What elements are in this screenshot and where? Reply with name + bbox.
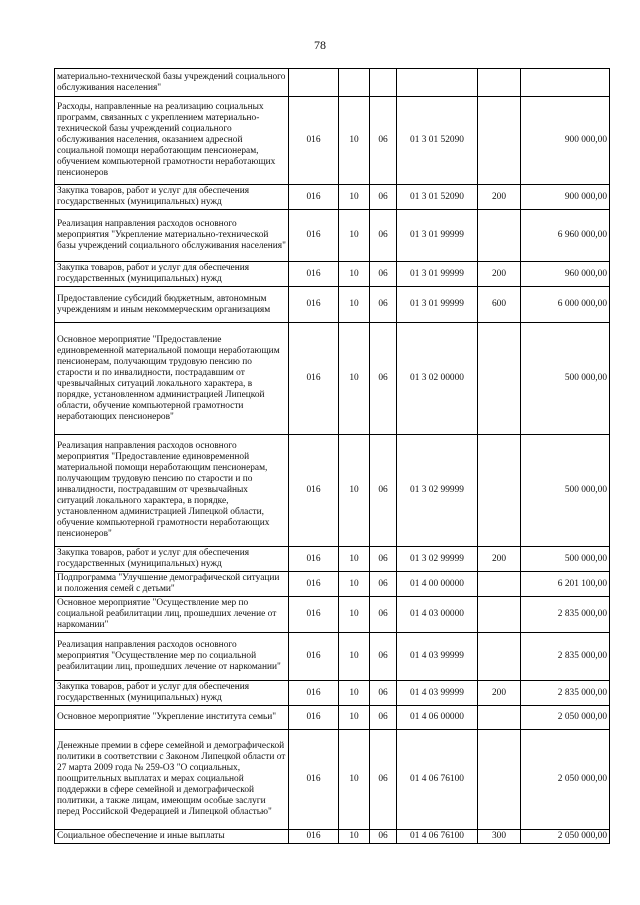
row-subsection-cell: 06 (370, 185, 397, 210)
table-row (55, 572, 610, 597)
table-row (55, 547, 610, 572)
table-row (55, 435, 610, 547)
row-expense-type-cell (478, 435, 521, 547)
row-grbs-cell: 016 (289, 597, 339, 633)
row-amount-cell: 2 050 000,00 (521, 706, 610, 730)
row-grbs-cell: 016 (289, 830, 339, 844)
table-row (55, 681, 610, 706)
row-amount-cell: 6 960 000,00 (521, 210, 610, 262)
row-target-article-cell: 01 4 03 99999 (397, 681, 478, 706)
row-target-article-cell: 01 3 01 99999 (397, 287, 478, 323)
row-expense-type-cell (478, 210, 521, 262)
row-expense-type-cell (478, 730, 521, 830)
row-name-cell: материально-технической базы учреждений социального обслуживания населения" (55, 69, 289, 97)
row-section-cell: 10 (339, 681, 370, 706)
table-row (55, 185, 610, 210)
row-target-article-cell: 01 3 01 99999 (397, 210, 478, 262)
row-grbs-cell: 016 (289, 323, 339, 435)
row-grbs-cell: 016 (289, 681, 339, 706)
row-target-article-cell: 01 3 01 52090 (397, 185, 478, 210)
row-expense-type-cell: 600 (478, 287, 521, 323)
row-target-article-cell: 01 4 06 76100 (397, 830, 478, 844)
row-amount-cell (521, 69, 610, 97)
row-section-cell: 10 (339, 706, 370, 730)
row-subsection-cell (370, 69, 397, 97)
row-target-article-cell: 01 4 06 00000 (397, 706, 478, 730)
row-expense-type-cell (478, 597, 521, 633)
row-amount-cell: 2 835 000,00 (521, 597, 610, 633)
row-expense-type-cell: 300 (478, 830, 521, 844)
row-section-cell: 10 (339, 97, 370, 185)
row-amount-cell: 500 000,00 (521, 435, 610, 547)
table-row (55, 210, 610, 262)
row-amount-cell: 500 000,00 (521, 323, 610, 435)
row-name-cell: Денежные премии в сфере семейной и демографической политики в соответствии с Законом Липецкой области от 27 марта 2009 года № 259-ОЗ "О социальных, поощрительных выплатах и мерах социальной поддержки в сфере семейной и демографической политики, а также лицам, имеющим особые заслуги перед Российской Федерацией и Липецкой областью" (55, 730, 289, 830)
row-section-cell: 10 (339, 323, 370, 435)
row-expense-type-cell (478, 633, 521, 681)
row-grbs-cell: 016 (289, 97, 339, 185)
row-expense-type-cell (478, 97, 521, 185)
table-row (55, 97, 610, 185)
row-target-article-cell: 01 4 06 76100 (397, 730, 478, 830)
row-subsection-cell: 06 (370, 547, 397, 572)
row-grbs-cell (289, 69, 339, 97)
row-grbs-cell: 016 (289, 633, 339, 681)
row-amount-cell: 900 000,00 (521, 97, 610, 185)
row-expense-type-cell: 200 (478, 185, 521, 210)
row-subsection-cell: 06 (370, 435, 397, 547)
row-section-cell: 10 (339, 597, 370, 633)
row-section-cell: 10 (339, 730, 370, 830)
budget-table (54, 68, 610, 844)
row-subsection-cell: 06 (370, 730, 397, 830)
row-section-cell (339, 69, 370, 97)
row-subsection-cell: 06 (370, 323, 397, 435)
table-row (55, 633, 610, 681)
row-name-cell: Закупка товаров, работ и услуг для обеспечения государственных (муниципальных) нужд (55, 262, 289, 287)
row-expense-type-cell (478, 572, 521, 597)
row-amount-cell: 900 000,00 (521, 185, 610, 210)
row-subsection-cell: 06 (370, 287, 397, 323)
row-grbs-cell: 016 (289, 210, 339, 262)
row-subsection-cell: 06 (370, 597, 397, 633)
row-subsection-cell: 06 (370, 830, 397, 844)
row-expense-type-cell (478, 69, 521, 97)
row-target-article-cell: 01 3 02 99999 (397, 435, 478, 547)
row-subsection-cell: 06 (370, 681, 397, 706)
row-amount-cell: 2 835 000,00 (521, 681, 610, 706)
row-amount-cell: 6 201 100,00 (521, 572, 610, 597)
table-row (55, 706, 610, 730)
row-name-cell: Расходы, направленные на реализацию социальных программ, связанных с укреплением материально-технической базы учреждений социального обслуживания населения, оказанием адресной социальной помощи неработающим пенсионерам, обучением компьютерной грамотности неработающих пенсионеров (55, 97, 289, 185)
row-subsection-cell: 06 (370, 210, 397, 262)
row-amount-cell: 2 050 000,00 (521, 730, 610, 830)
row-subsection-cell: 06 (370, 572, 397, 597)
row-section-cell: 10 (339, 547, 370, 572)
row-expense-type-cell (478, 323, 521, 435)
row-subsection-cell: 06 (370, 633, 397, 681)
row-section-cell: 10 (339, 572, 370, 597)
row-name-cell: Подпрограмма "Улучшение демографической ситуации и положения семей с детьми" (55, 572, 289, 597)
row-expense-type-cell (478, 706, 521, 730)
page-number: 78 (314, 38, 326, 52)
table-row (55, 323, 610, 435)
row-subsection-cell: 06 (370, 97, 397, 185)
row-grbs-cell: 016 (289, 185, 339, 210)
table-row (55, 730, 610, 830)
table-row (55, 597, 610, 633)
row-name-cell: Реализация направления расходов основного мероприятия "Осуществление мер по социальной реабилитации лиц, прошедших лечение от наркомании" (55, 633, 289, 681)
row-section-cell: 10 (339, 185, 370, 210)
row-grbs-cell: 016 (289, 435, 339, 547)
row-name-cell: Реализация направления расходов основного мероприятия "Укрепление материально-технической базы учреждений социального обслуживания населения" (55, 210, 289, 262)
row-target-article-cell: 01 4 00 00000 (397, 572, 478, 597)
table-body (55, 69, 610, 844)
row-grbs-cell: 016 (289, 547, 339, 572)
row-amount-cell: 6 000 000,00 (521, 287, 610, 323)
row-subsection-cell: 06 (370, 706, 397, 730)
row-target-article-cell: 01 3 01 52090 (397, 97, 478, 185)
row-name-cell: Социальное обеспечение и иные выплаты (55, 830, 289, 844)
row-name-cell: Основное мероприятие "Предоставление единовременной материальной помощи неработающим пенсионерам, получающим трудовую пенсию по старости и по инвалидности, пострадавшим от чрезвычайных ситуаций локального характера, в порядке, установленном администрацией Липецкой области, обучение компьютерной грамотности неработающих пенсионеров" (55, 323, 289, 435)
table-row (55, 69, 610, 97)
row-name-cell: Закупка товаров, работ и услуг для обеспечения государственных (муниципальных) нужд (55, 681, 289, 706)
row-grbs-cell: 016 (289, 572, 339, 597)
row-name-cell: Основное мероприятие "Укрепление института семьи" (55, 706, 289, 730)
row-amount-cell: 960 000,00 (521, 262, 610, 287)
row-target-article-cell: 01 3 02 99999 (397, 547, 478, 572)
row-target-article-cell: 01 4 03 99999 (397, 633, 478, 681)
row-expense-type-cell: 200 (478, 681, 521, 706)
row-amount-cell: 2 050 000,00 (521, 830, 610, 844)
row-target-article-cell: 01 4 03 00000 (397, 597, 478, 633)
row-grbs-cell: 016 (289, 730, 339, 830)
row-grbs-cell: 016 (289, 262, 339, 287)
row-name-cell: Реализация направления расходов основного мероприятия "Предоставление единовременной материальной помощи неработающим пенсионерам, получающим трудовую пенсию по старости и по инвалидности, пострадавшим от чрезвычайных ситуаций локального характера, в порядке, установленном администрацией Липецкой области, обучение компьютерной грамотности неработающих пенсионеров" (55, 435, 289, 547)
row-section-cell: 10 (339, 435, 370, 547)
row-name-cell: Закупка товаров, работ и услуг для обеспечения государственных (муниципальных) нужд (55, 185, 289, 210)
row-target-article-cell: 01 3 01 99999 (397, 262, 478, 287)
row-name-cell: Предоставление субсидий бюджетным, автономным учреждениям и иным некоммерческим организациям (55, 287, 289, 323)
row-amount-cell: 2 835 000,00 (521, 633, 610, 681)
row-name-cell: Закупка товаров, работ и услуг для обеспечения государственных (муниципальных) нужд (55, 547, 289, 572)
row-amount-cell: 500 000,00 (521, 547, 610, 572)
row-subsection-cell: 06 (370, 262, 397, 287)
row-grbs-cell: 016 (289, 706, 339, 730)
row-name-cell: Основное мероприятие "Осуществление мер по социальной реабилитации лиц, прошедших лечение от наркомании" (55, 597, 289, 633)
row-section-cell: 10 (339, 633, 370, 681)
row-target-article-cell: 01 3 02 00000 (397, 323, 478, 435)
row-section-cell: 10 (339, 262, 370, 287)
row-section-cell: 10 (339, 830, 370, 844)
row-section-cell: 10 (339, 287, 370, 323)
row-target-article-cell (397, 69, 478, 97)
row-section-cell: 10 (339, 210, 370, 262)
table-row (55, 287, 610, 323)
table-row (55, 262, 610, 287)
row-expense-type-cell: 200 (478, 262, 521, 287)
table-row (55, 830, 610, 844)
row-expense-type-cell: 200 (478, 547, 521, 572)
row-grbs-cell: 016 (289, 287, 339, 323)
